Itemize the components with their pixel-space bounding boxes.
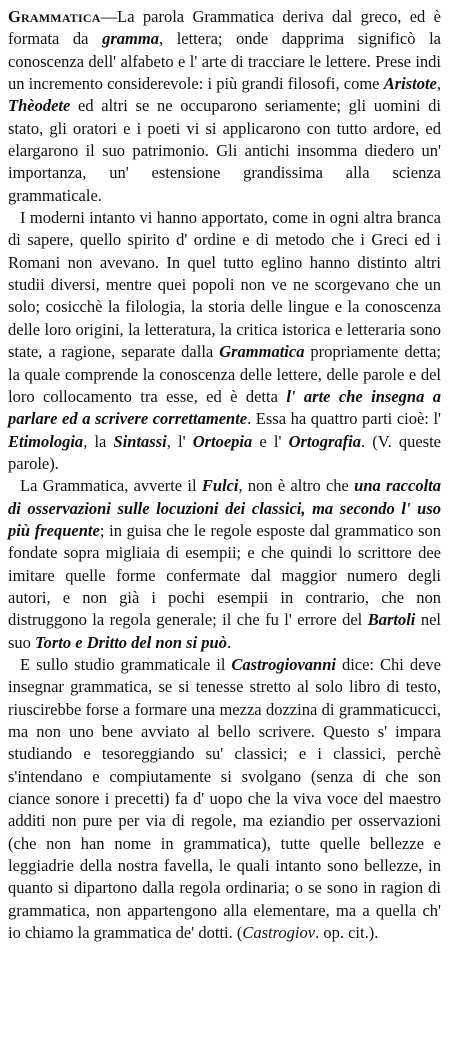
text-run: . Essa ha quattro parti cioè: l' bbox=[247, 409, 441, 429]
text-run: La Grammatica, avverte il bbox=[20, 476, 202, 496]
text-run: . op. cit.). bbox=[315, 923, 379, 943]
text-run: , bbox=[436, 74, 441, 94]
text-run: . bbox=[226, 632, 232, 652]
emphasis-run: una raccolta di osservazioni sulle locuzioni dei classici, ma secondo l' uso più frequente bbox=[8, 476, 441, 540]
entry-headword: Grammatica bbox=[8, 7, 101, 26]
text-run: propriamente detta; la quale comprende la conoscenza delle lettere, delle parole e del loro collocamento tra esse, ed è detta bbox=[8, 342, 441, 406]
emphasis-run: Fulci bbox=[201, 476, 239, 496]
text-run: dice: Chi deve insegnar grammatica, se si tenesse stretto al solo libro di testo, riuscirebbe forse a formare una mezza dozzina di grammaticucci, ma non uno bene avviato al bello scrivere. Questo s' impara studiando e tesoreggiando su' classici; e i classici, perchè s'intendano e compiutamente si svolgano (senza di che son ciance sonore i precetti) fa d' uopo che la viva voce del maestro additi non pure per via di regole, ma eziandio per osservazioni (che non han nome in grammatica), tutte quelle bellezze e leggiadrie della nostra favella, le quali intanto sono bellezze, in quanto si dipartono dalla regola ordinaria; o se sono in ragion di grammatica, non appartengono alla elementare, ma a quella ch' io chiamo la grammatica de' dotti. ( bbox=[8, 654, 441, 943]
emphasis-run: l' arte che insegna a parlare ed a scrivere correttamente bbox=[8, 386, 441, 429]
text-run: , non è altro che bbox=[238, 476, 355, 496]
text-run: e l' bbox=[252, 431, 289, 451]
text-run: , lettera; onde dapprima significò la conoscenza dell' alfabeto e l' arte di tracciare le lettere. Prese indi un incremento considerevole: i più grandi filosofi, come bbox=[8, 29, 441, 94]
entry-paragraph-4 bbox=[8, 654, 441, 944]
emphasis-run: Sintassi bbox=[113, 431, 167, 451]
text-run: ; in guisa che le regole esposte dal grammatico son fondate sopra migliaia di esempii; e che quindi lo scrittore dee imitare quelle forme confermate dal maggior numero degli autori, e non già i pochi esempii in contrario, che non distruggono la regola generale; il che fu l' errore del bbox=[8, 520, 441, 630]
text-run: I moderni intanto vi hanno apportato, come in ogni altra branca di sapere, quello spirito d' ordine e di metodo che i Greci ed i Romani non avevano. In quel tutto eglino hanno distinto altri studii diversi, mentre quei popoli non ve ne scorgevano che un solo; cosicchè la filologia, la storia delle lingue e la conoscenza delle loro origini, la letteratura, la critica istorica e letteraria sono state, a ragione, separate dalla bbox=[8, 208, 441, 362]
entry-paragraph-2 bbox=[8, 207, 441, 475]
text-run: , la bbox=[83, 431, 114, 451]
emphasis-run: Ortografia bbox=[288, 431, 362, 451]
text-run: , l' bbox=[166, 431, 193, 451]
emphasis-run: Ortoepia bbox=[192, 431, 253, 451]
text-run: ed altri se ne occuparono seriamente; gli uomini di stato, gli oratori e i poeti vi si applicarono con tutto ardore, ed elargarono il suo patrimonio. Gli antichi insomma diedero un' importanza, un' estensione grandissima alla scienza grammaticale. bbox=[8, 96, 441, 205]
emphasis-run: Castrogiovanni bbox=[231, 654, 336, 674]
text-run: E sullo studio grammaticale il bbox=[20, 654, 232, 674]
emphasis-run: Grammatica bbox=[219, 342, 305, 362]
emphasis-run: Castrogiov bbox=[242, 923, 316, 943]
text-run: . (V. queste parole). bbox=[8, 431, 441, 473]
entry-paragraph-3 bbox=[8, 475, 441, 654]
dictionary-entry bbox=[8, 6, 441, 944]
emphasis-run: Bartoli bbox=[367, 610, 416, 630]
emphasis-run: gramma bbox=[102, 29, 159, 49]
text-run: nel suo bbox=[8, 610, 441, 652]
emphasis-run: Thèodete bbox=[8, 96, 71, 116]
emphasis-run: Aristote bbox=[383, 74, 437, 94]
emphasis-run: Etimologia bbox=[8, 431, 84, 451]
text-run: —La parola Grammatica deriva dal greco, ed è formata da bbox=[8, 7, 441, 49]
entry-paragraph-1 bbox=[8, 6, 441, 207]
emphasis-run: Torto e Dritto del non si può bbox=[35, 632, 227, 652]
